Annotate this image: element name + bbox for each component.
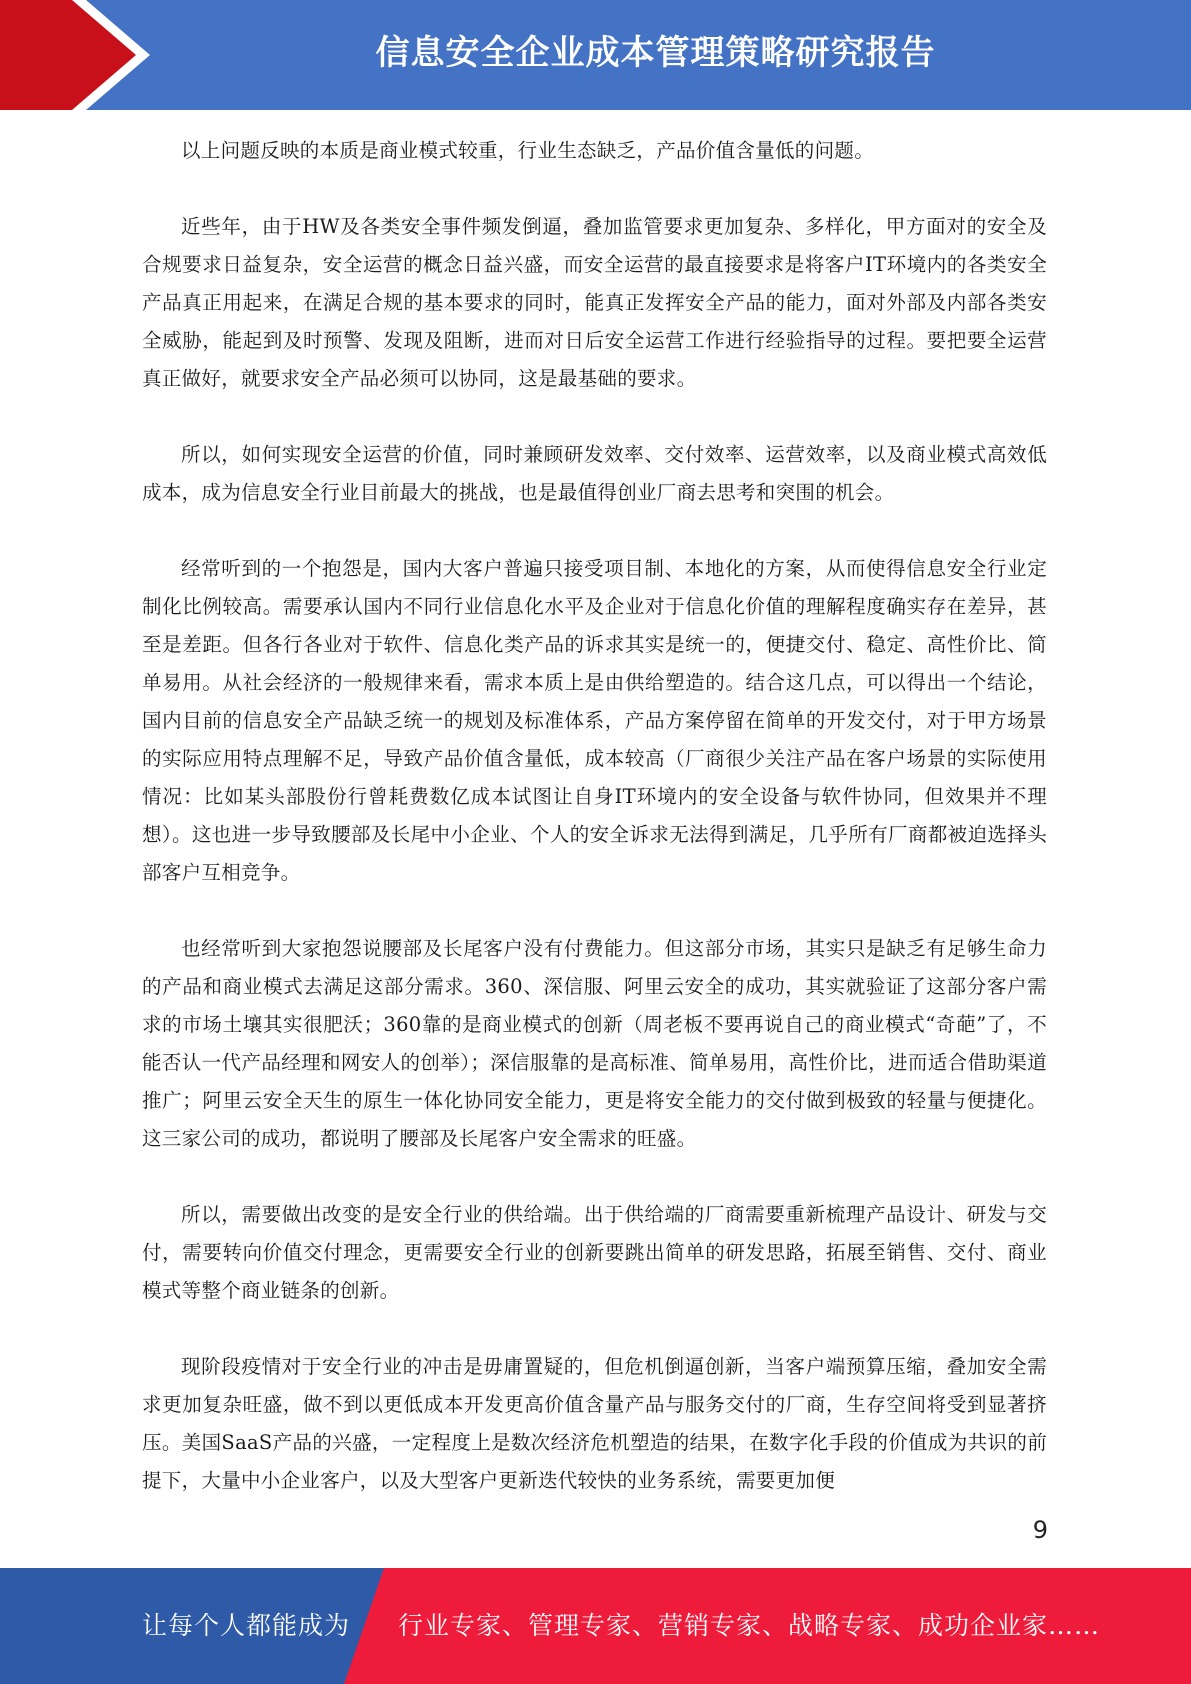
- red-chevron-icon: [0, 0, 160, 110]
- main-content: [142, 132, 1047, 1538]
- paragraph: 所以，需要做出改变的是安全行业的供给端。出于供给端的厂商需要重新梳理产品设计、研发与交付，需要转向价值交付理念，更需要安全行业的创新要跳出简单的研发思路，拓展至销售、交付、商业模式等整个商业链条的创新。: [142, 1203, 1047, 1302]
- paragraph: 所以，如何实现安全运营的价值，同时兼顾研发效率、交付效率、运营效率，以及商业模式高效低成本，成为信息安全行业目前最大的挑战，也是最值得创业厂商去思考和突围的机会。: [142, 443, 1047, 504]
- paragraph: 现阶段疫情对于安全行业的冲击是毋庸置疑的，但危机倒逼创新，当客户端预算压缩，叠加安全需求更加复杂旺盛，做不到以更低成本开发更高价值含量产品与服务交付的厂商，生存空间将受到显著挤压。美国SaaS产品的兴盛，一定程度上是数次经济危机塑造的结果，在数字化手段的价值成为共识的前提下，大量中小企业客户，以及大型客户更新迭代较快的业务系统，需要更加便: [142, 1355, 1047, 1492]
- paragraph: 近些年，由于HW及各类安全事件频发倒逼，叠加监管要求更加复杂、多样化，甲方面对的安全及合规要求日益复杂，安全运营的概念日益兴盛，而安全运营的最直接要求是将客户IT环境内的各类安全产品真正用起来，在满足合规的基本要求的同时，能真正发挥安全产品的能力，面对外部及内部各类安全威胁，能起到及时预警、发现及阻断，进而对日后安全运营工作进行经验指导的过程。要把要全运营真正做好，就要求安全产品必须可以协同，这是最基础的要求。: [142, 215, 1047, 390]
- page-number: 9: [1032, 1516, 1048, 1544]
- footer-banner: [0, 1568, 1191, 1684]
- paragraph: 以上问题反映的本质是商业模式较重，行业生态缺乏，产品价值含量低的问题。: [181, 139, 875, 162]
- paragraph: 也经常听到大家抱怨说腰部及长尾客户没有付费能力。但这部分市场，其实只是缺乏有足够生命力的产品和商业模式去满足这部分需求。360、深信服、阿里云安全的成功，其实就验证了这部分客户需求的市场土壤其实很肥沃；360靠的是商业模式的创新（周老板不要再说自己的商业模式“奇葩”了，不能否认一代产品经理和网安人的创举）；深信服靠的是高标准、简单易用，高性价比，进而适合借助渠道推广；阿里云安全天生的原生一体化协同安全能力，更是将安全能力的交付做到极致的轻量与便捷化。这三家公司的成功，都说明了腰部及长尾客户安全需求的旺盛。: [142, 937, 1047, 1150]
- header-banner: [0, 0, 1191, 110]
- footer-slogan-left: 让每个人都能成为: [142, 1611, 351, 1640]
- paragraph: 经常听到的一个抱怨是，国内大客户普遍只接受项目制、本地化的方案，从而使得信息安全行业定制化比例较高。需要承认国内不同行业信息化水平及企业对于信息化价值的理解程度确实存在差异，甚至是差距。但各行各业对于软件、信息化类产品的诉求其实是统一的，便捷交付、稳定、高性价比、简单易用。从社会经济的一般规律来看，需求本质上是由供给塑造的。结合这几点，可以得出一个结论，国内目前的信息安全产品缺乏统一的规划及标准体系，产品方案停留在简单的开发交付，对于甲方场景的实际应用特点理解不足，导致产品价值含量低，成本较高（厂商很少关注产品在客户场景的实际使用情况：比如某头部股份行曾耗费数亿成本试图让自身IT环境内的安全设备与软件协同，但效果并不理想）。这也进一步导致腰部及长尾中小企业、个人的安全诉求无法得到满足，几乎所有厂商都被迫选择头部客户互相竞争。: [142, 557, 1047, 884]
- document-title: 信息安全企业成本管理策略研究报告: [375, 33, 936, 73]
- footer-slogan-right: 行业专家、管理专家、营销专家、战略专家、成功企业家……: [398, 1611, 1101, 1640]
- chevron-red-shape: [0, 0, 136, 110]
